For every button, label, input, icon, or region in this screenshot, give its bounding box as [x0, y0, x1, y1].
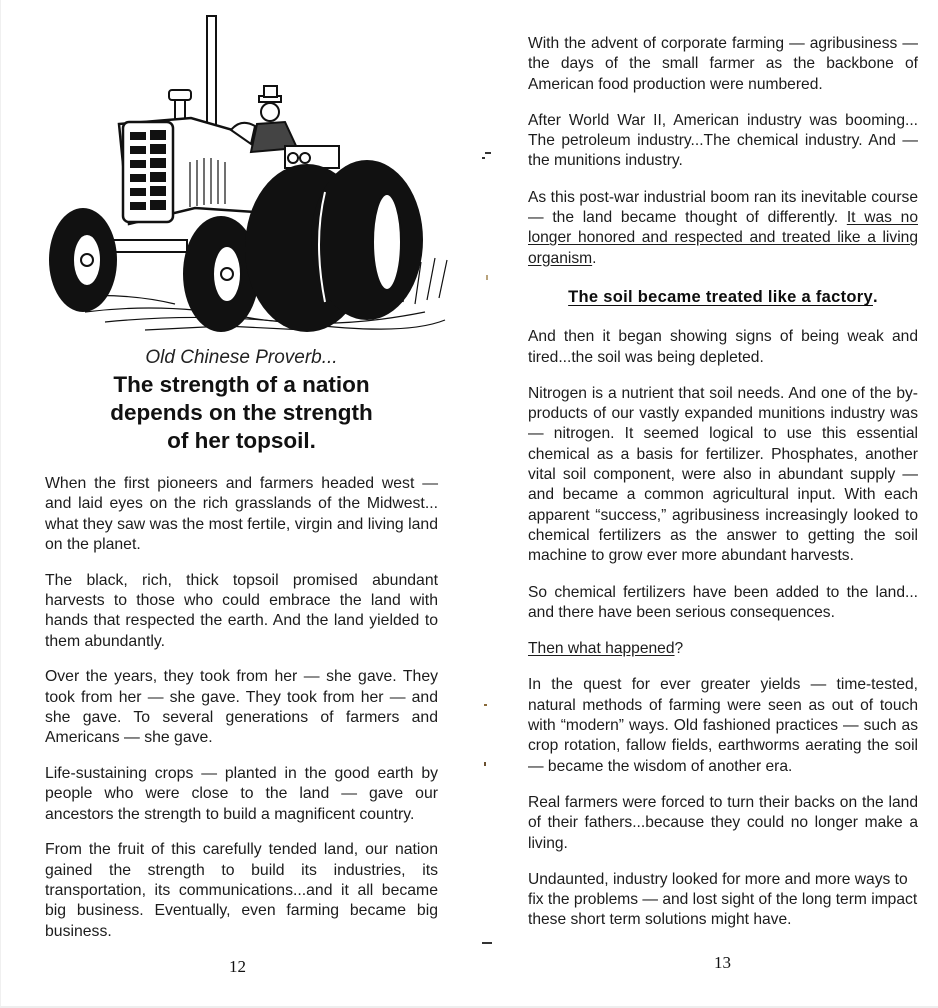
paragraph: So chemical fertilizers have been added to the land... and there have been serious consequences. — [528, 583, 918, 621]
proverb-line: depends on the strength — [110, 400, 373, 425]
paragraph: Life-sustaining crops — planted in the good earth by people who were close to the land — gave our ancestors the strength to build a magnificent country. — [45, 765, 438, 823]
gutter-mark — [482, 942, 492, 944]
paragraph: When the first pioneers and farmers headed west — and laid eyes on the rich grasslands of the Midwest... what they saw was the most fertile, virgin and living land on the planet. — [45, 475, 438, 553]
underlined-question: Then what happened — [528, 640, 675, 658]
heading-text: The soil became treated like a factory — [568, 287, 873, 306]
rear-wheels — [245, 160, 423, 332]
paragraph — [528, 188, 918, 269]
right-body-text — [528, 34, 918, 947]
gutter-mark — [485, 152, 491, 154]
question-line — [528, 639, 918, 659]
paragraph: Nitrogen is a nutrient that soil needs. And one of the by-products of our vastly expanded munitions industry was — nitrogen. It seemed logical to use this essential chemical as a basis for fertilizer. Phosphates, another vital soil component, were also in abundant supply — and became a common agricultural input. With each apparent “success,” agribusiness increasingly looked to chemical fertilizers as the answer to getting the soil machine to grow ever more abundant harvests. — [528, 384, 918, 565]
question-mark: ? — [674, 640, 684, 658]
paragraph: After World War II, American industry was booming... The petroleum industry...The chemical industry. And — the munitions industry. — [528, 111, 918, 170]
left-body-text — [45, 474, 438, 957]
paragraph: From the fruit of this carefully tended land, our nation gained the strength to build its industries, its transportation, its communications...and it all became big business. Eventually, even farming became big business. — [45, 841, 438, 940]
proverb-quote — [45, 371, 438, 455]
farmer-figure — [251, 86, 297, 152]
paragraph: With the advent of corporate farming — agribusiness — the days of the small farmer as the backbone of American food production were numbered. — [528, 35, 918, 93]
page-number-right: 13 — [714, 953, 731, 972]
front-wheel-left — [49, 208, 117, 312]
paragraph: In the quest for ever greater yields — time-tested, natural methods of farming were seen as out of touch with “modern” ways. Old fashioned practices — such as crop rotation, fallow fields, earthworms aerating the soil — became the wisdom of another era. — [528, 676, 918, 775]
exhaust-stack — [207, 16, 216, 136]
underlined-emphasis: It was no longer honored and respected and treated like a living organism — [528, 209, 918, 267]
tractor-illustration — [45, 12, 455, 332]
gutter-mark — [484, 762, 486, 766]
paragraph-punctuation: . — [592, 249, 597, 267]
paragraph: Undaunted, industry looked for more and more ways to fix the problems — and lost sight of the long term impact these short term solutions might have. — [528, 870, 918, 929]
factory-heading — [528, 287, 918, 307]
gutter-mark — [482, 157, 485, 159]
gutter-mark — [484, 704, 487, 706]
proverb-intro: Old Chinese Proverb... — [145, 347, 338, 368]
paragraph: Real farmers were forced to turn their backs on the land of their fathers...because they could no longer make a living. — [528, 793, 918, 852]
gutter-mark — [486, 275, 488, 280]
proverb-line: of her topsoil. — [167, 428, 316, 453]
heading-punctuation: . — [872, 287, 878, 306]
paragraph-text: As this post-war industrial boom ran its inevitable course — the land became thought of differently. — [528, 188, 918, 227]
paragraph: Over the years, they took from her — she gave. They took from her — she gave. They took from her — and she gave. To several generations of farmers and Americans — she gave. — [45, 668, 438, 747]
paragraph: The black, rich, thick topsoil promised abundant harvests to those who could embrace the land with hands that respected the earth. And the land yielded to them abundantly. — [45, 571, 438, 650]
page-number-left: 12 — [229, 957, 246, 976]
proverb-block — [45, 347, 438, 455]
proverb-line: The strength of a nation — [113, 372, 370, 397]
paragraph: And then it began showing signs of being weak and tired...the soil was being depleted. — [528, 328, 918, 366]
